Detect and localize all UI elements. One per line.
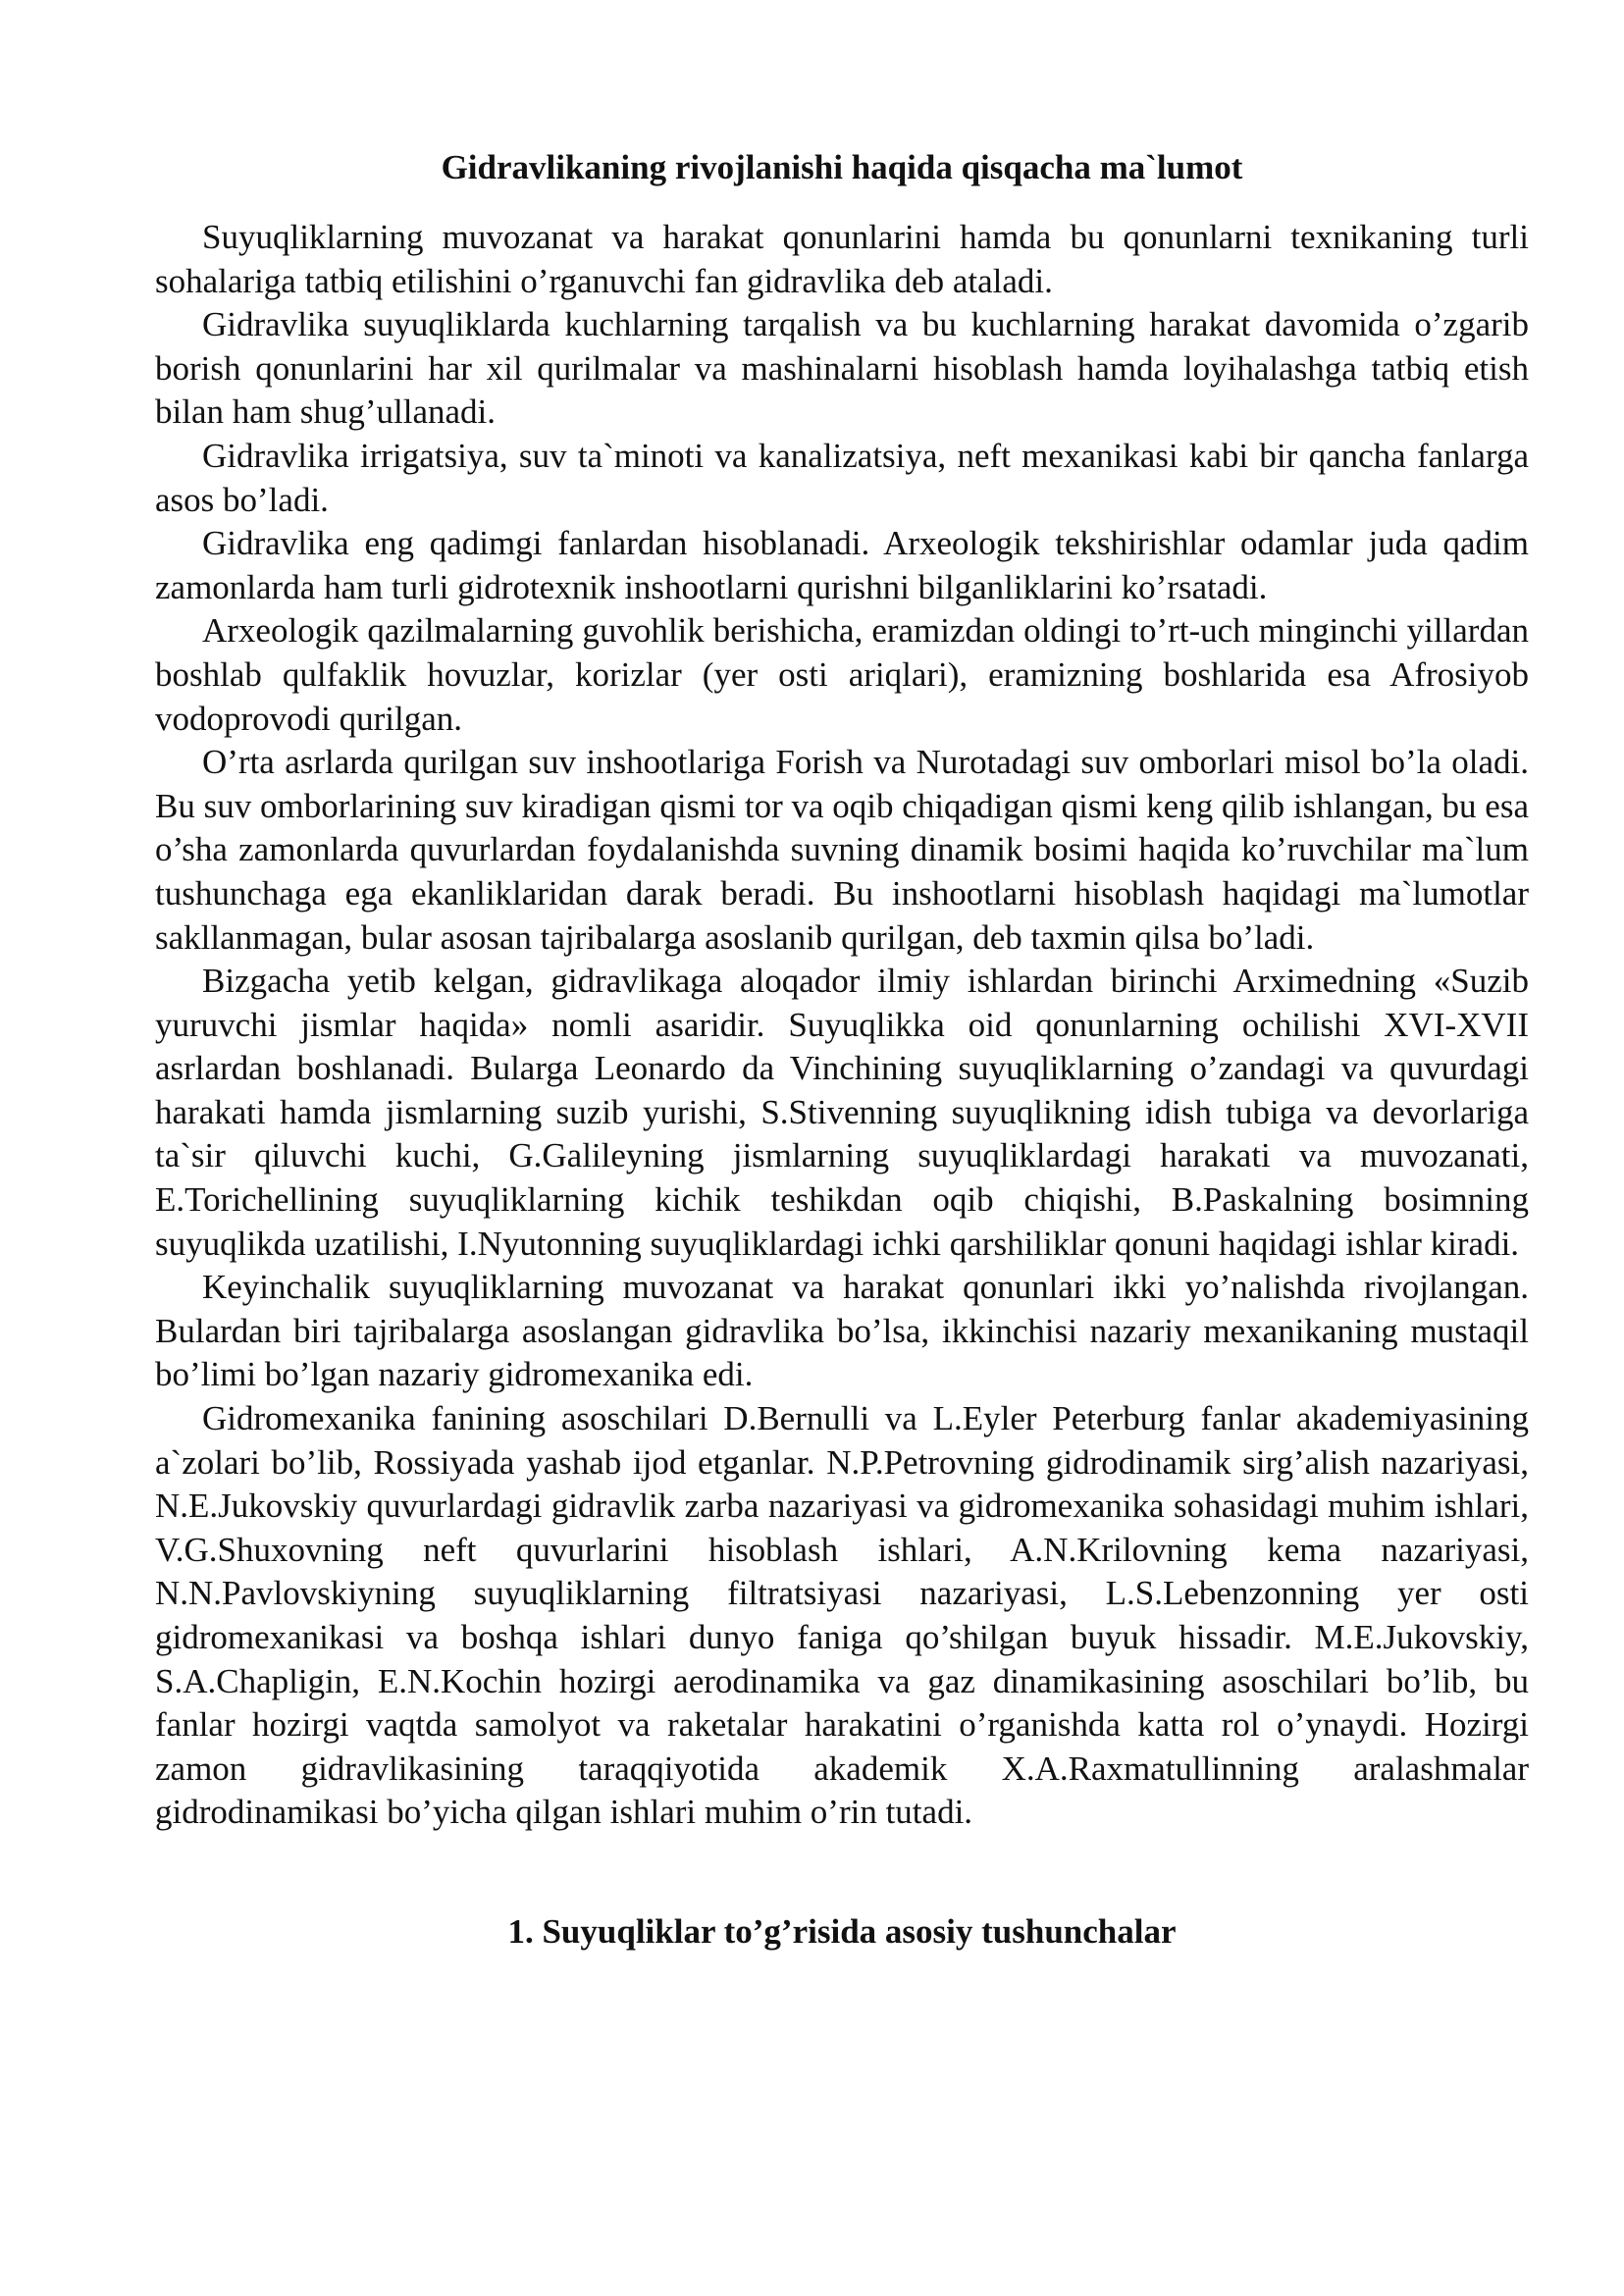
document-page [155,147,1529,1953]
paragraph-medieval: O’rta asrlarda qurilgan suv inshootlariga Forish va Nurotadagi suv omborlari misol bo’la oladi. Bu suv omborlarining suv kiradigan qismi tor va oqib chiqadigan qismi keng qilib ishlangan, bu esa o’sha zamonlarda quvurlardan foydalanishda suvning dinamik bosimi haqida ko’ruvchilar ma`lum tushunchaga ega ekanliklaridan darak beradi. Bu inshootlarni hisoblash haqidagi ma`lumotlar sakllanmagan, bular asosan tajribalarga asoslanib qurilgan, deb taxmin qilsa bo’ladi. [155,743,1529,957]
paragraph-founders: Gidromexanika fanining asoschilari D.Bernulli va L.Eyler Peterburg fanlar akademiyasining a`zolari bo’lib, Rossiyada yashab ijod etganlar. N.P.Petrovning gidrodinamik sirg’alish nazariyasi, N.E.Jukovskiy quvurlardagi gidravlik zarba nazariyasi va gidromexanika sohasidagi muhim ishlari, V.G.Shuxovning neft quvurlarini hisoblash ishlari, A.N.Krilovning kema nazariyasi, N.N.Pavlovskiyning suyuqliklarning filtratsiyasi nazariyasi, L.S.Lebenzonning yer osti gidromexanikasi va boshqa ishlari dunyo faniga qo’shilgan buyuk hissadir. M.E.Jukovskiy, S.A.Chapligin, E.N.Kochin hozirgi aerodinamika va gaz dinamikasining asoschilari bo’lib, bu fanlar hozirgi vaqtda samolyot va raketalar harakatini o’rganishda katta rol o’ynaydi. Hozirgi zamon gidravlikasining taraqqiyotida akademik X.A.Raxmatullinning aralashmalar gidrodinamikasi bo’yicha qilgan ishlari muhim o’rin tutadi. [155,1399,1529,1832]
paragraph-early-works: Bizgacha yetib kelgan, gidravlikaga aloqador ilmiy ishlardan birinchi Arximedning «Suzib yuruvchi jismlar haqida» nomli asaridir. Suyuqlikka oid qonunlarning ochilishi XVI-XVII asrlardan boshlanadi. Bularga Leonardo da Vinchining suyuqliklarning o’zandagi va quvurdagi harakati hamda jismlarning suzib yurishi, S.Stivenning suyuqlikning idish tubiga va devorlariga ta`sir qiluvchi kuchi, G.Galileyning jismlarning suyuqliklardagi harakati va muvozanati, E.Torichellining suyuqliklarning kichik teshikdan oqib chiqishi, B.Paskalning bosimning suyuqlikda uzatilishi, I.Nyutonning suyuqliklardagi ichki qarshiliklar qonuni haqidagi ishlar kiradi. [155,962,1529,1263]
paragraph-definition: Suyuqliklarning muvozanat va harakat qonunlarini hamda bu qonunlarni texnikaning turli sohalariga tatbiq etilishini o’rganuvchi fan gidravlika deb ataladi. [155,218,1529,300]
paragraph-two-directions: Keyinchalik suyuqliklarning muvozanat va harakat qonunlari ikki yo’nalishda rivojlangan. Bulardan biri tajribalarga asoslangan gidravlika bo’lsa, ikkinchisi nazariy mexanikaning mustaqil bo’limi bo’lgan nazariy gidromexanika edi. [155,1268,1529,1394]
paragraph-archaeology: Arxeologik qazilmalarning guvohlik berishicha, eramizdan oldingi to’rt-uch minginchi yillardan boshlab qulfaklik hovuzlar, korizlar (yer osti ariqlari), eramizning boshlarida esa Afrosiyob vodoprovodi qurilgan. [155,611,1529,738]
paragraph-scope: Gidravlika suyuqliklarda kuchlarning tarqalish va bu kuchlarning harakat davomida o’zgarib borish qonunlarini har xil qurilmalar va mashinalarni hisoblash hamda loyihalashga tatbiq etish bilan ham shug’ullanadi. [155,305,1529,432]
document-title: Gidravlikaning rivojlanishi haqida qisqacha ma`lumot [441,148,1243,186]
paragraph-ancient-science: Gidravlika eng qadimgi fanlardan hisoblanadi. Arxeologik tekshirishlar odamlar juda qadim zamonlarda ham turli gidrotexnik inshootlarni qurishni bilganliklarini ko’rsatadi. [155,524,1529,606]
section-heading: 1. Suyuqliklar to’g’risida asosiy tushunchalar [507,1911,1177,1951]
paragraph-applications: Gidravlika irrigatsiya, suv ta`minoti va kanalizatsiya, neft mexanikasi kabi bir qancha fanlarga asos bo’ladi. [155,436,1529,519]
